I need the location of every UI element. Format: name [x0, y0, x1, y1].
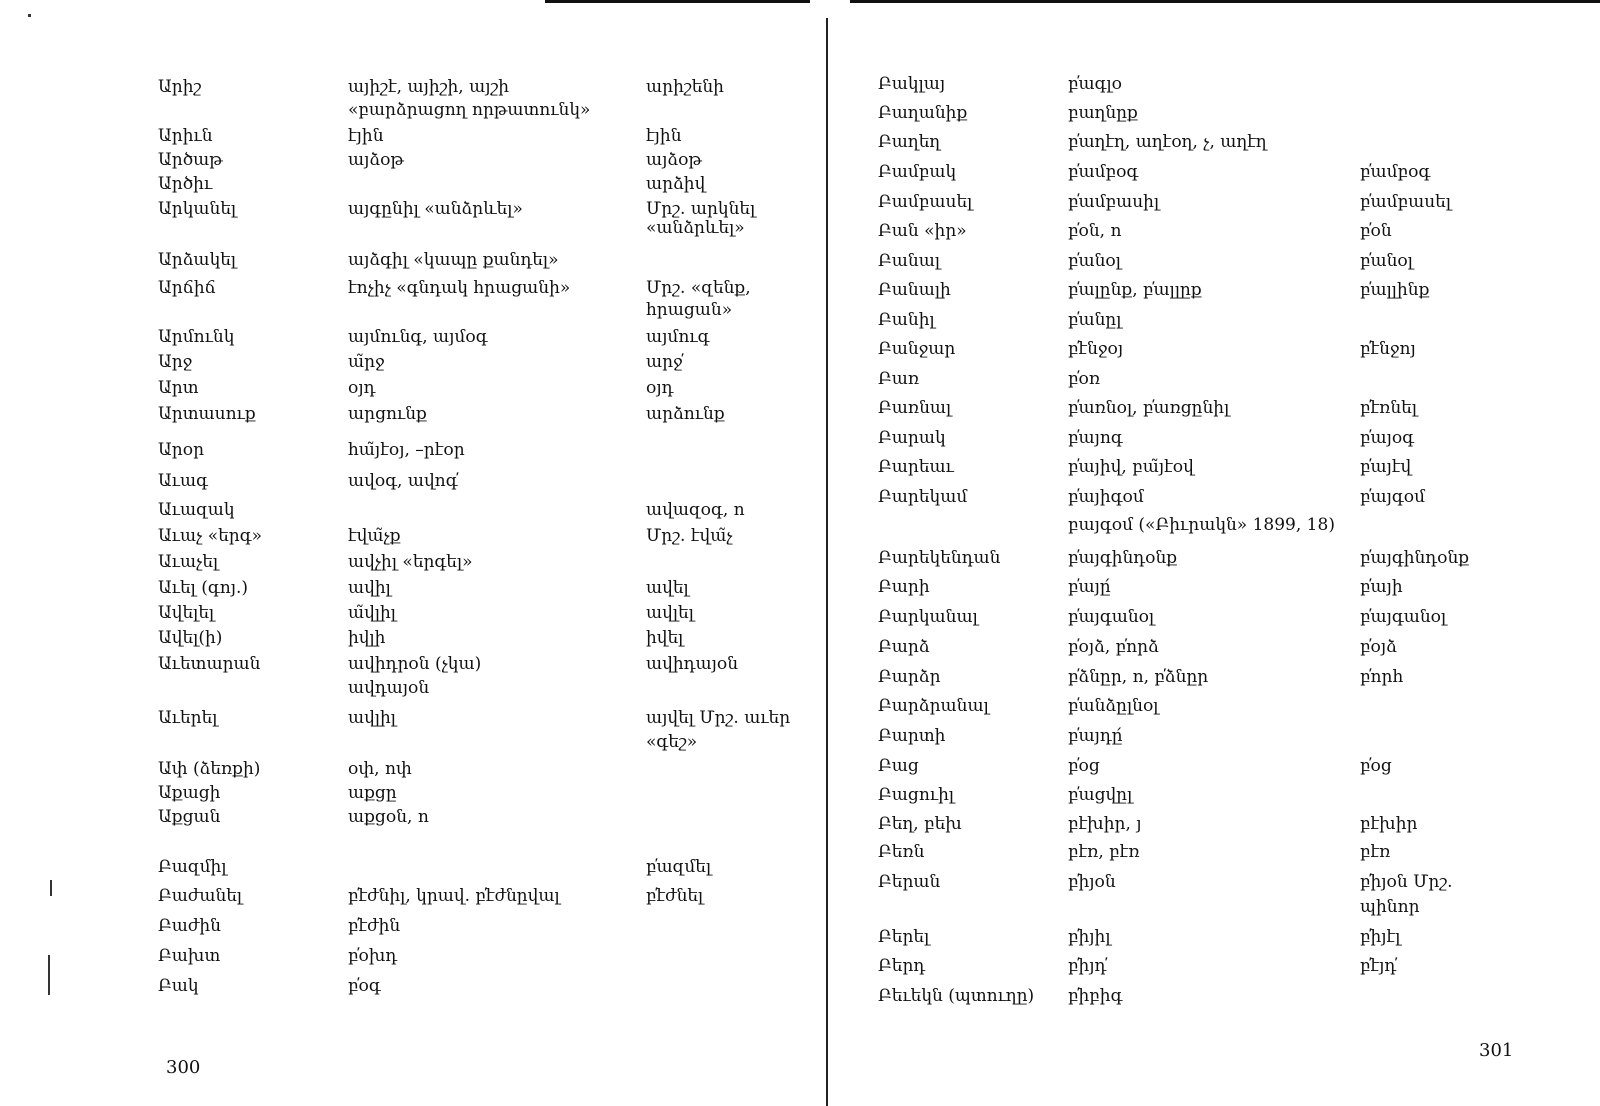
headword: Բարեաւ — [878, 457, 954, 477]
dialect-form: բ̕էժնիլ, կրավ. բ̕էժնըվալ — [348, 886, 560, 906]
variant-form: բ̕օն — [1360, 221, 1392, 241]
headword: Ափ (ձեռքի) — [158, 759, 261, 779]
headword: Ավել(ի) — [158, 628, 223, 648]
dialect-form: բ̕իբիգ — [1068, 986, 1123, 1006]
dialect-form: ավիդրօն (չկա) — [348, 654, 482, 674]
headword: Արտասուք — [158, 404, 256, 424]
headword: Արձակել — [158, 250, 237, 270]
dialect-form: բ̕իյդ̕ — [1068, 956, 1107, 976]
headword: Բարտի — [878, 726, 946, 746]
headword: Աւերել — [158, 708, 218, 728]
headword: Բառնալ — [878, 398, 952, 418]
dialect-form: բ̕օխդ — [348, 946, 398, 966]
headword: Աքացի — [158, 783, 221, 803]
variant-form: իվել — [646, 628, 684, 648]
variant-form: բ̕այօգ — [1360, 428, 1415, 448]
dialect-form: աքցը — [348, 783, 397, 803]
headword: Բամբասել — [878, 192, 973, 212]
dialect-form: ա̃վլիլ — [348, 603, 396, 623]
dialect-form: բ̕իյիլ — [1068, 927, 1111, 947]
headword: Բանիլ — [878, 310, 935, 330]
dialect-form: ավօգ, ավոգ̕ — [348, 471, 458, 491]
variant-form: բէխիր — [1360, 814, 1418, 834]
dialect-form: բ̕ալընք, բ̕ալլըք — [1068, 280, 1202, 300]
variant-form: բ̕օյձ — [1360, 637, 1397, 657]
page-number-right: 301 — [1479, 1040, 1514, 1061]
dialect-form: բ̕ամբասիլ — [1068, 192, 1160, 212]
variant-form: բ̕իյէլ — [1360, 927, 1401, 947]
headword: Բան «իր» — [878, 221, 967, 241]
page-number-left: 300 — [166, 1057, 201, 1078]
headword: Արօր — [158, 440, 205, 460]
variant-form: պինոր — [1360, 897, 1420, 917]
variant-form: էյին — [646, 126, 682, 146]
dialect-form: «բարձրացող որթատունկ» — [348, 100, 591, 120]
variant-form: արձիվ — [646, 174, 706, 194]
dialect-form: բ̕իյօն — [1068, 872, 1116, 892]
dialect-form: բ̕օն, ո — [1068, 221, 1122, 241]
headword: Աւաչել — [158, 552, 219, 572]
variant-form: հրացան» — [646, 300, 733, 320]
dialect-form: բէխիր, յ — [1068, 814, 1142, 834]
headword: Բաղեղ — [878, 132, 941, 152]
variant-form: բ̕ազմել — [646, 857, 712, 877]
dialect-form: բ̕էժին — [348, 916, 401, 936]
headword: Արմունկ — [158, 327, 235, 347]
headword: Բեղ, բեխ — [878, 814, 962, 834]
headword: Բերդ — [878, 956, 926, 976]
headword: Բարկանալ — [878, 607, 978, 627]
headword: Բացուիլ — [878, 785, 955, 805]
headword: Արտ — [158, 378, 199, 398]
dialect-form: ավչիլ «երգել» — [348, 552, 473, 572]
headword: Բակ — [158, 976, 199, 996]
dialect-form: բ̕ագլօ — [1068, 74, 1122, 94]
dialect-form: բ̕այիվ, բա̃յէօվ — [1068, 457, 1194, 477]
headword: Աւետարան — [158, 654, 261, 674]
variant-form: Մրշ. արկնել — [646, 199, 756, 219]
variant-form: բ̕որհ — [1360, 667, 1404, 687]
dialect-form: բայգօմ («Բիւրակն» 1899, 18) — [1068, 515, 1335, 535]
headword: Բամբակ — [878, 162, 957, 182]
variant-form: ավիդայօն — [646, 654, 738, 674]
variant-form: բ̕այգօմ — [1360, 487, 1426, 507]
dialect-form: այձօթ — [348, 150, 404, 170]
dialect-form: այգընիլ «անձրևել» — [348, 199, 523, 219]
dialect-form: բ̕ձնըր, ո, բ̕ձնըր — [1068, 667, 1209, 687]
headword: Բերել — [878, 927, 930, 947]
headword: Աւաչ «երգ» — [158, 526, 262, 546]
dialect-form: էվա̃չք — [348, 526, 401, 546]
variant-form: բ̕ալլինք — [1360, 280, 1430, 300]
variant-form: բ̕այգինդօնք — [1360, 548, 1470, 568]
dialect-form: բ̕անօլ — [1068, 251, 1121, 271]
headword: Արծաթ — [158, 150, 223, 170]
headword: Բարձ — [878, 637, 930, 657]
dialect-form: բէռ, բէռ — [1068, 842, 1140, 862]
variant-form: բ̕անօլ — [1360, 251, 1413, 271]
variant-form: ավազօգ, ո — [646, 500, 745, 520]
headword: Բակլայ — [878, 74, 946, 94]
variant-form: արջ̕ — [646, 352, 683, 372]
headword: Արիշ — [158, 77, 202, 97]
dialect-form: բ̕այգինդօնք — [1068, 548, 1178, 568]
variant-form: բ̕այգանօլ — [1360, 607, 1447, 627]
dialect-form: արցունք — [348, 404, 427, 424]
dialect-form: բաղնըք — [1068, 103, 1138, 123]
variant-form: բ̕օց — [1360, 756, 1392, 776]
dialect-form: բ̕այգանօլ — [1068, 607, 1155, 627]
dialect-form: իվլի — [348, 628, 386, 648]
variant-form: այվել Մրշ. աւեր — [646, 708, 791, 728]
variant-form: բ̕էնջոյ — [1360, 339, 1416, 359]
variant-form: Մրշ. էվա̃չ — [646, 526, 733, 546]
headword: Բանալ — [878, 251, 941, 271]
headword: Բանջար — [878, 339, 956, 359]
dialect-form: այձգիլ «կապը քանդել» — [348, 250, 559, 270]
variant-form: արձունք — [646, 404, 725, 424]
dialect-form: բ̕օց — [1068, 756, 1100, 776]
variant-form: բ̕էյդ̕ — [1360, 956, 1397, 976]
dialect-form: ավիլ — [348, 578, 391, 598]
dialect-form: աքցօն, ո — [348, 807, 429, 827]
variant-form: բ̕էժնել — [646, 886, 704, 906]
headword: Բազմիլ — [158, 857, 227, 877]
headword: Արիւն — [158, 126, 213, 146]
headword: Բարեկենդան — [878, 548, 1001, 568]
headword: Բեւեկն (պտուղը) — [878, 986, 1035, 1006]
variant-form: ավլել — [646, 603, 694, 623]
headword: Բաց — [878, 756, 919, 776]
dialect-form: օփ, ոփ — [348, 759, 412, 779]
variant-form: այձօթ — [646, 150, 702, 170]
headword: Բախտ — [158, 946, 221, 966]
variant-form: բ̕այէվ — [1360, 457, 1412, 477]
variant-form: բ̕այի — [1360, 577, 1403, 597]
variant-form: «գեշ» — [646, 732, 698, 752]
dialect-form: բ̕էնջօյ — [1068, 339, 1124, 359]
headword: Բերան — [878, 872, 941, 892]
headword: Արճիճ — [158, 278, 216, 298]
headword: Արծիւ — [158, 174, 213, 194]
headword: Բաղանիք — [878, 103, 968, 123]
dialect-form: ավլիլ — [348, 708, 396, 728]
dialect-form: էյին — [348, 126, 384, 146]
headword: Բարձր — [878, 667, 941, 687]
dialect-form: ա̃րջ — [348, 352, 385, 372]
headword: Բաժանել — [158, 886, 243, 906]
variant-form: բ̕ամբասել — [1360, 192, 1452, 212]
variant-form: օյդ — [646, 378, 674, 398]
dialect-form: բ̕անըլ — [1068, 310, 1122, 330]
dialect-form: բ̕այիգօմ — [1068, 487, 1144, 507]
dialect-form: բ̕այը́ — [1068, 577, 1111, 597]
dialect-form: էոչիչ «գնդակ հրացանի» — [348, 278, 571, 298]
headword: Ավելել — [158, 603, 215, 623]
dialect-form: բ̕օյձ, բ̕որձ — [1068, 637, 1159, 657]
headword: Արկանել — [158, 199, 237, 219]
variant-form: «անձրևել» — [646, 218, 745, 238]
variant-form: ավել — [646, 578, 689, 598]
variant-form: բ̕էռնել — [1360, 398, 1418, 418]
dialect-form: բ̕օգ — [348, 976, 381, 996]
headword: Բեռն — [878, 842, 925, 862]
headword: Աքցան — [158, 807, 221, 827]
headword: Աւել (գոյ.) — [158, 578, 249, 598]
headword: Բանալի — [878, 280, 951, 300]
dialect-form: բ̕այդը́ — [1068, 726, 1123, 746]
dialect-form: բ̕աղէղ, աղէօղ, չ, աղէղ — [1068, 132, 1267, 152]
dialect-form: բ̕այոգ — [1068, 428, 1123, 448]
dialect-form: բ̕ացվըլ — [1068, 785, 1133, 805]
headword: Աւագ — [158, 471, 208, 491]
dialect-form: այմունգ, այմօգ — [348, 327, 488, 347]
headword: Արջ — [158, 352, 193, 372]
dialect-form: բ̕անձըլնօլ — [1068, 696, 1159, 716]
dialect-form: բ̕առնօլ, բ̕առցընիլ — [1068, 398, 1230, 418]
dialect-form: հա̃յէօյ, –րէօր — [348, 440, 465, 460]
variant-form: բ̕իյօն Մրշ. — [1360, 872, 1453, 892]
variant-form: արիշենի — [646, 77, 724, 97]
variant-form: բէռ — [1360, 842, 1391, 862]
headword: Բարակ — [878, 428, 946, 448]
dialect-form: այիշէ, այիշի, այշի — [348, 77, 510, 97]
headword: Բաժին — [158, 916, 221, 936]
dialect-form: օյդ — [348, 378, 376, 398]
headword: Բարեկամ — [878, 487, 968, 507]
dialect-form: բ̕օռ — [1068, 369, 1101, 389]
headword: Բառ — [878, 369, 920, 389]
headword: Բարձրանալ — [878, 696, 989, 716]
variant-form: Մրշ. «զենք, — [646, 278, 751, 298]
dialect-form: բ̕ամբօգ — [1068, 162, 1139, 182]
headword: Բարի — [878, 577, 930, 597]
dialect-form: ավդայօն — [348, 678, 430, 698]
variant-form: այմուգ — [646, 327, 710, 347]
variant-form: բ̕ամբօգ — [1360, 162, 1431, 182]
headword: Աւազակ — [158, 500, 235, 520]
